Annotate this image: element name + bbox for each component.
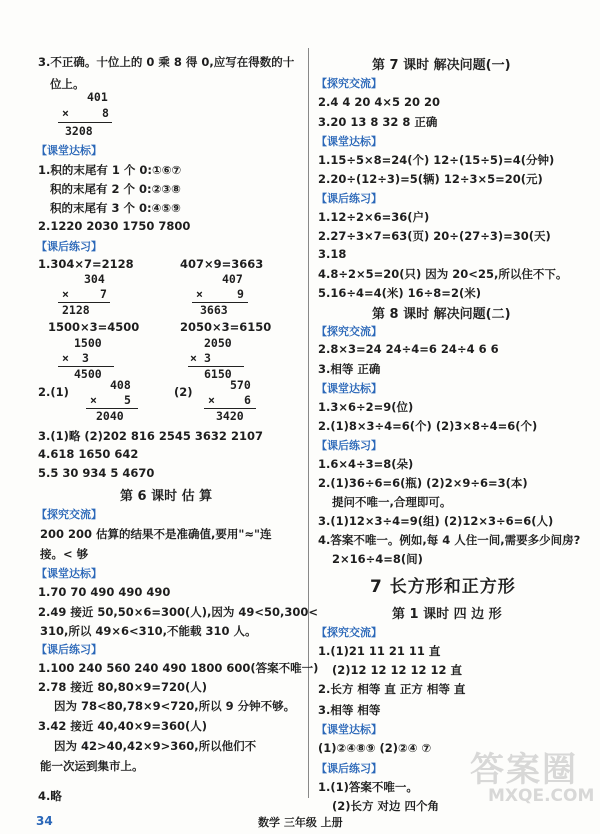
calc-mid: 8 (102, 106, 109, 120)
calc-top: 2050 (204, 336, 232, 350)
answer-text: 1.304×7=2128 (38, 257, 134, 271)
calc-top: 401 (87, 90, 108, 104)
calc-result: 4500 (74, 367, 102, 381)
section-tag: 【探究交流】 (36, 508, 102, 521)
watermark-url: MXQE.COM (488, 786, 595, 806)
calc-mid: 3 (204, 351, 211, 365)
answer-text: 310,所以 49×6<310,不能载 310 人。 (40, 624, 257, 638)
answer-text: 提问不唯一,合理即可。 (332, 495, 452, 509)
calc-top: 570 (230, 378, 251, 392)
calc-op: × (62, 351, 69, 365)
answer-text: 2×16÷4=8(间) (332, 552, 423, 566)
answer-text: 2.(1)8×3÷4=6(个) (2)3×8÷4=6(个) (318, 419, 538, 433)
answer-text: 407×9=3663 (180, 257, 264, 271)
answer-text: 2.长方 相等 直 正方 相等 直 (318, 682, 466, 696)
calc-top: 408 (110, 378, 131, 392)
answer-text: 2.(1) (38, 385, 69, 399)
answer-text: 3.20 13 8 32 8 正确 (318, 115, 438, 129)
answer-text: 2.1220 2030 1750 7800 (38, 219, 191, 233)
answer-text: 积的末尾有 2 个 0:②③⑧ (50, 182, 181, 196)
answer-text: 接。< 够 (40, 547, 89, 561)
answer-text: 2.78 接近 80,80×9=720(人) (38, 680, 208, 694)
answer-text: 1.(1)答案不唯一。 (318, 780, 418, 794)
calc-op: × (62, 287, 69, 301)
answer-text: 5.16÷4=4(米) 16÷8=2(米) (318, 286, 481, 300)
answer-text: 1.100 240 560 240 490 1800 600(答案不唯一) (38, 661, 319, 675)
section-tag: 【课后练习】 (36, 643, 102, 656)
answer-text: 2.(1)36÷6=6(瓶) (2)2×9÷6=3(本) (318, 476, 528, 490)
section-title: 第 6 课时 估 算 (120, 489, 213, 504)
section-tag: 【课堂达标】 (316, 723, 382, 736)
answer-text: 3.42 接近 40,40×9=360(人) (38, 719, 208, 733)
answer-text: 2050×3=6150 (180, 320, 272, 334)
answer-text: 1500×3=4500 (48, 320, 140, 334)
answer-text: 3.相等 正确 (318, 362, 381, 376)
answer-text: 能一次运到集市上。 (40, 759, 144, 773)
calc-top: 304 (84, 272, 105, 286)
section-tag: 【课堂达标】 (36, 144, 102, 157)
answer-text: 2.4 4 20 4×5 20 20 (318, 95, 441, 109)
answer-text: 1.12÷2×6=36(户) (318, 210, 430, 224)
answer-text: 3.18 (318, 247, 347, 261)
answer-text: (2)12 12 12 12 12 直 (332, 663, 463, 677)
section-tag: 【课后练习】 (36, 240, 102, 253)
section-tag: 【探究交流】 (316, 626, 382, 639)
answer-text: 3.(1)略 (2)202 816 2545 3632 2107 (38, 429, 263, 443)
section-tag: 【探究交流】 (316, 325, 382, 338)
calc-mid: 9 (237, 287, 244, 301)
section-tag: 【课后练习】 (316, 192, 382, 205)
answer-text: 2.20÷(12÷3)=5(辆) 12÷3×5=20(元) (318, 172, 543, 186)
calc-op: × (90, 393, 97, 407)
book-info: 数学 三年级 上册 (258, 816, 343, 829)
answer-text: 1.15÷5×8=24(个) 12÷(15÷5)=4(分钟) (318, 153, 555, 167)
answer-text: 1.积的末尾有 1 个 0:①⑥⑦ (38, 163, 182, 177)
section-title: 第 8 课时 解决问题(二) (372, 307, 511, 322)
answer-text: 3.相等 相等 (318, 703, 381, 717)
watermark-logo: 答案圈 (470, 750, 578, 790)
answer-text: (2) (174, 385, 193, 399)
calc-top: 407 (222, 272, 243, 286)
calc-mid: 7 (100, 287, 107, 301)
answer-text: 2.27÷3×7=63(页) 20÷(27÷3)=30(天) (318, 229, 551, 243)
calc-result: 6150 (204, 367, 232, 381)
answer-text: 3.不正确。十位上的 0 乘 8 得 0,应写在得数的十 (38, 55, 295, 69)
calc-op: × (62, 106, 69, 120)
calc-mid: 6 (244, 393, 251, 407)
answer-text: 1.(1)21 11 21 11 直 (318, 644, 441, 658)
calc-line (58, 122, 112, 123)
calc-mid: 3 (82, 351, 89, 365)
answer-text: 1.70 70 490 490 490 (38, 585, 171, 599)
answer-text: 4.8÷2×5=20(只) 因为 20<25,所以住不下。 (318, 267, 568, 281)
answer-text: 2.8×3=24 24÷4=6 24÷4 6 6 (318, 342, 499, 356)
calc-op: × (208, 393, 215, 407)
calc-result: 3663 (200, 303, 228, 317)
calc-top: 1500 (74, 336, 102, 350)
answer-text: 3.(1)12×3÷4=9(组) (2)12×3÷6=6(人) (318, 514, 554, 528)
section-tag: 【探究交流】 (316, 77, 382, 90)
answer-text: (1)②④⑧⑨ (2)②④ ⑦ (318, 741, 432, 755)
answer-text: 积的末尾有 3 个 0:④⑤⑨ (50, 201, 181, 215)
page-number: 34 (36, 814, 53, 828)
section-tag: 【课后练习】 (316, 762, 382, 775)
calc-mid: 5 (124, 393, 131, 407)
answer-text: 200 200 估算的结果不是准确值,要用"≈"连 (40, 527, 272, 541)
answer-text: 2.49 接近 50,50×6=300(人),因为 49<50,300< (38, 605, 319, 619)
answer-text: 因为 42>40,42×9>360,所以他们不 (54, 739, 257, 753)
section-tag: 【课堂达标】 (316, 382, 382, 395)
answer-text: 1.3×6÷2=9(位) (318, 400, 414, 414)
calc-result: 2040 (96, 409, 124, 423)
section-tag: 【课后练习】 (316, 439, 382, 452)
section-tag: 【课堂达标】 (36, 567, 102, 580)
answer-text: 4.618 1650 642 (38, 447, 139, 461)
answer-text: 因为 78<80,78×9<720,所以 9 分钟不够。 (54, 699, 296, 713)
calc-result: 2128 (62, 303, 90, 317)
answer-text: (2)长方 对边 四个角 (332, 799, 440, 813)
calc-op: × (190, 351, 197, 365)
answer-text: 4.略 (38, 789, 62, 803)
calc-result: 3420 (216, 409, 244, 423)
calc-result: 3208 (65, 124, 93, 138)
column-divider (308, 48, 309, 798)
calc-op: × (196, 287, 203, 301)
unit-title: 7 长方形和正方形 (370, 577, 516, 597)
section-title: 第 1 课时 四 边 形 (392, 607, 502, 622)
answer-text: 5.5 30 934 5 4670 (38, 466, 155, 480)
section-title: 第 7 课时 解决问题(一) (372, 58, 511, 73)
section-tag: 【课堂达标】 (316, 135, 382, 148)
answer-text: 4.答案不唯一。例如,每 4 人住一间,需要多少间房? (318, 533, 581, 547)
answer-text: 1.6×4÷3=8(朵) (318, 457, 414, 471)
answer-text: 位上。 (50, 77, 85, 91)
